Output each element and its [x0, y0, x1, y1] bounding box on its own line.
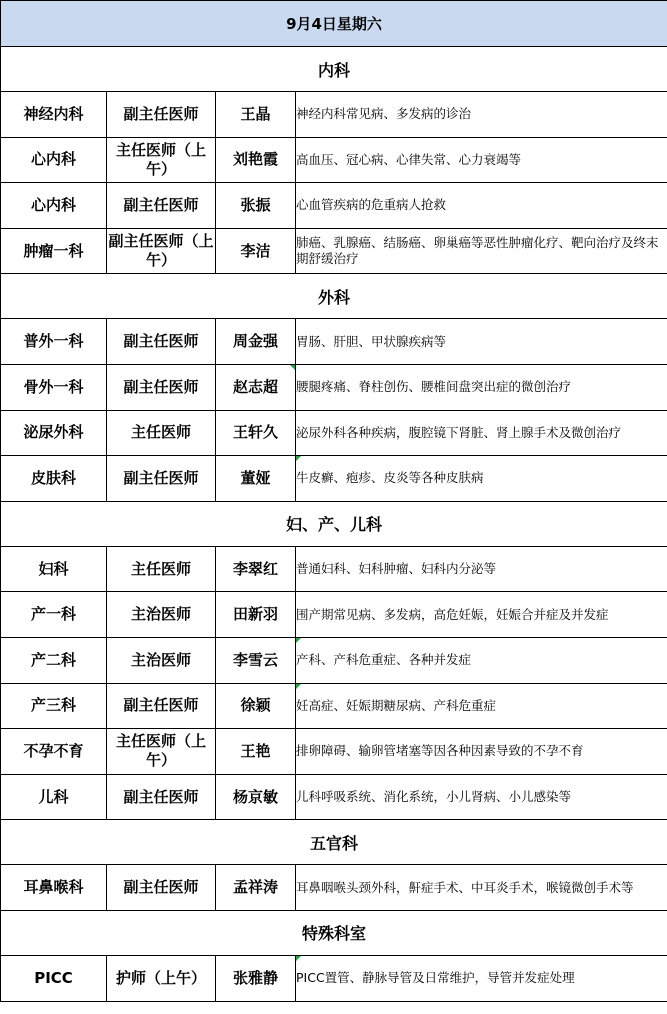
doctor-title-cell-text: 主治医师	[130, 650, 191, 669]
doctor-title-cell	[107, 774, 216, 820]
section-header-row	[1, 501, 667, 546]
department-cell-text: 产二科	[30, 650, 76, 669]
specialty-cell-text: 牛皮癣、疱疹、皮炎等各种皮肤病	[296, 470, 484, 486]
doctor-name-cell	[216, 137, 296, 183]
department-cell	[1, 456, 107, 502]
table-row	[1, 955, 667, 1001]
department-cell	[1, 592, 107, 638]
doctor-title-cell	[107, 546, 216, 592]
doctor-name-cell	[216, 319, 296, 365]
doctor-name-cell-text: 徐颖	[240, 696, 271, 715]
specialty-cell	[296, 410, 667, 456]
table-row	[1, 774, 667, 820]
doctor-title-cell-text: 副主任医师	[123, 195, 199, 214]
specialty-cell-text: 普通妇科、妇科肿瘤、妇科内分泌等	[296, 561, 497, 577]
department-cell	[1, 729, 107, 775]
department-cell	[1, 228, 107, 274]
doctor-name-cell	[216, 364, 296, 410]
section-title: 外科	[1, 274, 667, 319]
doctor-title-cell-text: 副主任医师（上午）	[108, 232, 214, 270]
specialty-cell-text: 神经内科常见病、多发病的诊治	[296, 106, 472, 122]
doctor-title-cell	[107, 228, 216, 274]
doctor-title-cell	[107, 92, 216, 138]
table-row	[1, 865, 667, 911]
specialty-cell-text: 妊高症、妊娠期糖尿病、产科危重症	[296, 697, 497, 713]
doctor-title-cell	[107, 865, 216, 911]
doctor-title-cell-text: 主治医师	[130, 605, 191, 624]
department-cell	[1, 183, 107, 229]
table-row	[1, 137, 667, 183]
specialty-cell-text: 腰腿疼痛、脊柱创伤、腰椎间盘突出症的微创治疗	[296, 379, 572, 395]
specialty-cell	[296, 319, 667, 365]
department-cell-text: 产一科	[30, 605, 76, 624]
doctor-title-cell	[107, 683, 216, 729]
doctor-name-cell-text: 王艳	[240, 741, 271, 760]
doctor-name-cell	[216, 410, 296, 456]
department-cell	[1, 546, 107, 592]
comment-marker-icon	[296, 684, 301, 689]
specialty-cell-text: 胃肠、肝胆、甲状腺疾病等	[296, 333, 447, 349]
doctor-title-cell-text: 主任医师（上午）	[115, 732, 206, 770]
doctor-name-cell-text: 张振	[240, 195, 271, 214]
department-cell	[1, 774, 107, 820]
doctor-title-cell-text: 主任医师	[130, 559, 191, 578]
department-cell	[1, 364, 107, 410]
section-title: 妇、产、儿科	[1, 501, 667, 546]
schedule-date-title: 9月4日星期六	[1, 1, 667, 47]
table-row	[1, 410, 667, 456]
department-cell	[1, 410, 107, 456]
department-cell	[1, 683, 107, 729]
table-row	[1, 546, 667, 592]
department-cell-text: 耳鼻喉科	[23, 878, 84, 897]
specialty-cell	[296, 637, 667, 683]
specialty-cell	[296, 228, 667, 274]
section-title: 内科	[1, 47, 667, 92]
doctor-name-cell-text: 刘艳霞	[232, 150, 278, 169]
doctor-title-cell	[107, 364, 216, 410]
specialty-cell	[296, 546, 667, 592]
department-cell-text: 皮肤科	[30, 468, 76, 487]
doctor-title-cell	[107, 137, 216, 183]
doctor-name-cell	[216, 92, 296, 138]
specialty-cell	[296, 92, 667, 138]
specialty-cell-text: 围产期常见病、多发病，高危妊娠，妊娠合并症及并发症	[296, 606, 609, 622]
specialty-cell-text: 儿科呼吸系统、消化系统，小儿肾病、小儿感染等	[296, 789, 572, 805]
table-row	[1, 364, 667, 410]
doctor-name-cell	[216, 228, 296, 274]
doctor-name-cell	[216, 546, 296, 592]
doctor-name-cell-text: 孟祥涛	[232, 878, 278, 897]
specialty-cell	[296, 774, 667, 820]
department-cell-text: 不孕不育	[23, 741, 84, 760]
specialty-cell	[296, 592, 667, 638]
specialty-cell-text: 肺癌、乳腺癌、结肠癌、卵巢癌等恶性肿瘤化疗、靶向治疗及终末期舒缓治疗	[296, 235, 659, 267]
specialty-cell-text: 心血管疾病的危重病人抢救	[296, 197, 447, 213]
department-cell-text: 普外一科	[23, 332, 84, 351]
specialty-cell-text: 产科、产科危重症、各种并发症	[296, 652, 472, 668]
doctor-title-cell-text: 副主任医师	[123, 377, 199, 396]
section-title: 五官科	[1, 820, 667, 865]
specialty-cell	[296, 183, 667, 229]
table-row	[1, 183, 667, 229]
specialty-cell-text: 耳鼻咽喉头颈外科，鼾症手术、中耳炎手术，喉镜微创手术等	[296, 879, 634, 895]
table-row	[1, 228, 667, 274]
doctor-name-cell-text: 张雅静	[232, 968, 278, 987]
specialty-cell	[296, 865, 667, 911]
table-row	[1, 592, 667, 638]
table-row	[1, 456, 667, 502]
table-row	[1, 683, 667, 729]
table-row	[1, 729, 667, 775]
section-title: 特殊科室	[1, 910, 667, 955]
doctor-name-cell	[216, 774, 296, 820]
doctor-title-cell	[107, 319, 216, 365]
doctor-name-cell-text: 李洁	[240, 241, 271, 260]
specialty-cell	[296, 955, 667, 1001]
specialty-cell-text: 高血压、冠心病、心律失常、心力衰竭等	[296, 151, 522, 167]
department-cell	[1, 92, 107, 138]
specialty-cell-text: 排卵障碍、输卵管堵塞等因各种因素导致的不孕不育	[296, 743, 584, 759]
doctor-name-cell	[216, 729, 296, 775]
department-cell	[1, 137, 107, 183]
department-cell-text: 妇科	[38, 559, 69, 578]
doctor-name-cell-text: 田新羽	[232, 605, 278, 624]
doctor-title-cell	[107, 637, 216, 683]
comment-marker-icon	[290, 365, 295, 370]
doctor-title-cell-text: 副主任医师	[123, 332, 199, 351]
specialty-cell	[296, 364, 667, 410]
table-row	[1, 637, 667, 683]
specialty-cell	[296, 683, 667, 729]
department-cell-text: 神经内科	[23, 104, 84, 123]
doctor-title-cell	[107, 729, 216, 775]
doctor-name-cell-text: 王晶	[240, 104, 271, 123]
table-row	[1, 319, 667, 365]
doctor-name-cell	[216, 183, 296, 229]
doctor-name-cell-text: 王轩久	[232, 423, 278, 442]
doctor-title-cell	[107, 955, 216, 1001]
doctor-name-cell-text: 李雪云	[232, 650, 278, 669]
section-header-row	[1, 274, 667, 319]
department-cell-text: 泌尿外科	[23, 423, 84, 442]
doctor-title-cell-text: 主任医师（上午）	[115, 140, 206, 178]
department-cell-text: PICC	[34, 968, 73, 987]
doctor-title-cell	[107, 456, 216, 502]
doctor-title-cell-text: 副主任医师	[123, 104, 199, 123]
doctor-name-cell	[216, 955, 296, 1001]
doctor-title-cell	[107, 592, 216, 638]
doctor-name-cell-text: 杨京敏	[232, 787, 278, 806]
table-row	[1, 92, 667, 138]
doctor-name-cell-text: 董娅	[240, 468, 271, 487]
comment-marker-icon	[296, 456, 301, 461]
doctor-name-cell-text: 赵志超	[232, 377, 278, 396]
doctor-title-cell-text: 副主任医师	[123, 878, 199, 897]
doctor-title-cell-text: 主任医师	[130, 423, 191, 442]
doctor-name-cell-text: 李翠红	[232, 559, 278, 578]
doctor-title-cell	[107, 410, 216, 456]
specialty-cell-text: 泌尿外科各种疾病，腹腔镜下肾脏、肾上腺手术及微创治疗	[296, 424, 622, 440]
doctor-title-cell-text: 副主任医师	[123, 468, 199, 487]
doctor-name-cell	[216, 865, 296, 911]
department-cell	[1, 865, 107, 911]
department-cell	[1, 319, 107, 365]
doctor-title-cell-text: 副主任医师	[123, 787, 199, 806]
doctor-name-cell	[216, 637, 296, 683]
department-cell-text: 心内科	[30, 150, 76, 169]
department-cell-text: 肿瘤一科	[23, 241, 84, 260]
specialty-cell-text: PICC置管、静脉导管及日常维护，导管并发症处理	[296, 970, 575, 986]
department-cell-text: 心内科	[30, 195, 76, 214]
doctor-name-cell	[216, 683, 296, 729]
department-cell-text: 儿科	[38, 787, 69, 806]
comment-marker-icon	[296, 956, 301, 961]
doctor-title-cell	[107, 183, 216, 229]
comment-marker-icon	[296, 638, 301, 643]
department-cell	[1, 637, 107, 683]
doctor-name-cell	[216, 592, 296, 638]
department-cell-text: 产三科	[30, 696, 76, 715]
section-header-row	[1, 47, 667, 92]
specialty-cell	[296, 456, 667, 502]
department-cell-text: 骨外一科	[23, 377, 84, 396]
department-cell	[1, 955, 107, 1001]
section-header-row	[1, 910, 667, 955]
doctor-name-cell-text: 周金强	[232, 332, 278, 351]
section-header-row	[1, 820, 667, 865]
doctor-title-cell-text: 副主任医师	[123, 696, 199, 715]
doctor-name-cell	[216, 456, 296, 502]
specialty-cell	[296, 137, 667, 183]
title-row	[1, 1, 667, 47]
specialty-cell	[296, 729, 667, 775]
doctor-title-cell-text: 护师（上午）	[115, 968, 206, 987]
